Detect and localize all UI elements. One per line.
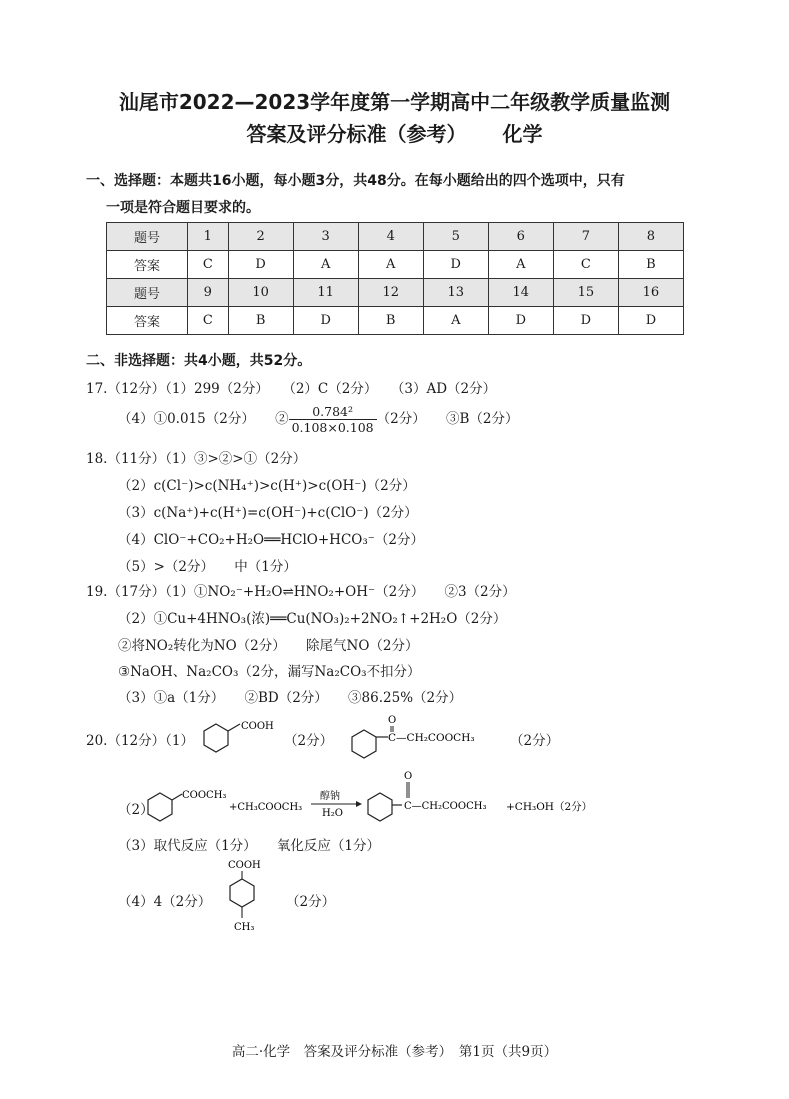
- q20-part3: （3）取代反应（1分） 氧化反应（1分）: [118, 838, 381, 854]
- q18-line1: 18.（11分）（1）③>②>①（2分）: [86, 451, 307, 467]
- q18-line3: （3）c(Na⁺)+c(H⁺)=c(OH⁻)+c(ClO⁻)（2分）: [118, 505, 418, 521]
- table-cell: 15: [553, 279, 618, 307]
- ketoester-structure: [350, 710, 510, 760]
- table-cell: A: [423, 307, 488, 335]
- row-label: 答案: [107, 251, 188, 279]
- p-toluic-acid-structure: [222, 858, 282, 938]
- table-cell: D: [618, 307, 683, 335]
- table-cell: B: [618, 251, 683, 279]
- fraction-denominator: 0.108×0.108: [291, 420, 374, 435]
- q18-line4: （4）ClO⁻+CO₂+H₂O══HClO+HCO₃⁻（2分）: [118, 532, 424, 548]
- section2-heading: 二、非选择题：共4小题，共52分。: [86, 353, 312, 369]
- q20-score-a: （2分）: [284, 733, 334, 749]
- product-chain: C—CH₂COOCH₃: [404, 801, 487, 812]
- q19-line2: （2）①Cu+4HNO₃(浓)══Cu(NO₃)₂+2NO₂↑+2H₂O（2分）: [118, 611, 507, 627]
- row-label: 题号: [107, 279, 188, 307]
- table-cell: C: [553, 251, 618, 279]
- product-carbonyl-o: O: [404, 771, 413, 782]
- table-row: [107, 251, 684, 279]
- q17-part4b: （2分） ③B（2分）: [376, 411, 519, 427]
- carbonyl-o: O: [388, 715, 397, 726]
- table-row: [107, 307, 684, 335]
- q20-label: 20.（12分）（1）: [86, 733, 194, 749]
- q19-line3: ②将NO₂转化为NO（2分） 除尾气NO（2分）: [118, 638, 419, 654]
- section1-heading-cont: 一项是符合题目要求的。: [106, 200, 260, 216]
- table-cell: D: [293, 307, 358, 335]
- table-cell: A: [293, 251, 358, 279]
- condition-top: 醇钠: [320, 791, 340, 802]
- document-subtitle: [0, 118, 789, 147]
- q17-part4a: （4）①0.015（2分） ②: [118, 411, 289, 427]
- table-cell: 8: [618, 223, 683, 251]
- table-cell: B: [228, 307, 293, 335]
- q19-line1: 19.（17分）（1）①NO₂⁻+H₂O⇌HNO₂+OH⁻（2分） ②3（2分）: [86, 584, 516, 600]
- table-row: [107, 223, 684, 251]
- q20-part2-label: （2）: [118, 802, 154, 818]
- table-cell: 10: [228, 279, 293, 307]
- table-cell: D: [228, 251, 293, 279]
- table-cell: 4: [358, 223, 423, 251]
- q17-fraction: [289, 404, 377, 435]
- table-cell: 12: [358, 279, 423, 307]
- table-cell: C: [188, 307, 229, 335]
- q17-line1: 17.（12分）（1）299（2分） （2）C（2分） （3）AD（2分）: [86, 381, 497, 397]
- table-cell: B: [358, 307, 423, 335]
- subtitle-main: 答案及评分标准（参考）: [246, 122, 467, 146]
- table-cell: D: [423, 251, 488, 279]
- table-cell: 13: [423, 279, 488, 307]
- table-cell: 14: [488, 279, 553, 307]
- table-cell: 1: [188, 223, 229, 251]
- table-cell: A: [358, 251, 423, 279]
- q19-line5: （3）①a（1分） ②BD（2分） ③86.25%（2分）: [118, 690, 463, 706]
- table-cell: C: [188, 251, 229, 279]
- table-cell: 16: [618, 279, 683, 307]
- answer-table: [106, 222, 684, 335]
- table-cell: 11: [293, 279, 358, 307]
- table-cell: 2: [228, 223, 293, 251]
- table-cell: A: [488, 251, 553, 279]
- cooh-label: COOH: [241, 721, 274, 732]
- q20-part4-score: （2分）: [286, 894, 336, 910]
- table-cell: 6: [488, 223, 553, 251]
- table-cell: 3: [293, 223, 358, 251]
- fraction-numerator: 0.784²: [289, 404, 377, 420]
- condition-bottom: H₂O: [322, 808, 343, 819]
- q20-score-b: （2分）: [510, 733, 560, 749]
- table-cell: 5: [423, 223, 488, 251]
- q20-part4-label: （4）4（2分）: [118, 894, 212, 910]
- table-cell: 7: [553, 223, 618, 251]
- table-cell: D: [553, 307, 618, 335]
- section1-heading: 一、选择题：本题共16小题，每小题3分，共48分。在每小题给出的四个选项中，只有: [86, 173, 625, 189]
- benzoic-acid-structure: [200, 718, 280, 758]
- p-cooh-label: COOH: [228, 860, 261, 871]
- table-cell: 9: [188, 279, 229, 307]
- methyl-label: CH₃: [234, 922, 255, 933]
- row-label: 答案: [107, 307, 188, 335]
- byproduct: +CH₃OH（2分）: [506, 801, 593, 813]
- ketoester-chain: C—CH₂COOCH₃: [388, 732, 475, 744]
- reagent: +CH₃COOCH₃: [229, 802, 303, 813]
- q19-line4: ③NaOH、Na₂CO₃（2分，漏写Na₂CO₃不扣分）: [118, 664, 421, 680]
- ester-group: COOCH₃: [182, 790, 227, 801]
- row-label: 题号: [107, 223, 188, 251]
- reaction-scheme: [146, 771, 616, 830]
- q18-line5: （5）>（2分） 中（1分）: [118, 559, 297, 575]
- document-title: 汕尾市2022—2023学年度第一学期高中二年级教学质量监测: [118, 90, 671, 114]
- table-row: [107, 279, 684, 307]
- page-footer: 高二·化学 答案及评分标准（参考） 第1页（共9页）: [231, 1044, 558, 1060]
- table-cell: D: [488, 307, 553, 335]
- q18-line2: （2）c(Cl⁻)>c(NH₄⁺)>c(H⁺)>c(OH⁻)（2分）: [118, 478, 416, 494]
- q17-line2: [118, 404, 518, 435]
- subtitle-subject: 化学: [502, 122, 543, 146]
